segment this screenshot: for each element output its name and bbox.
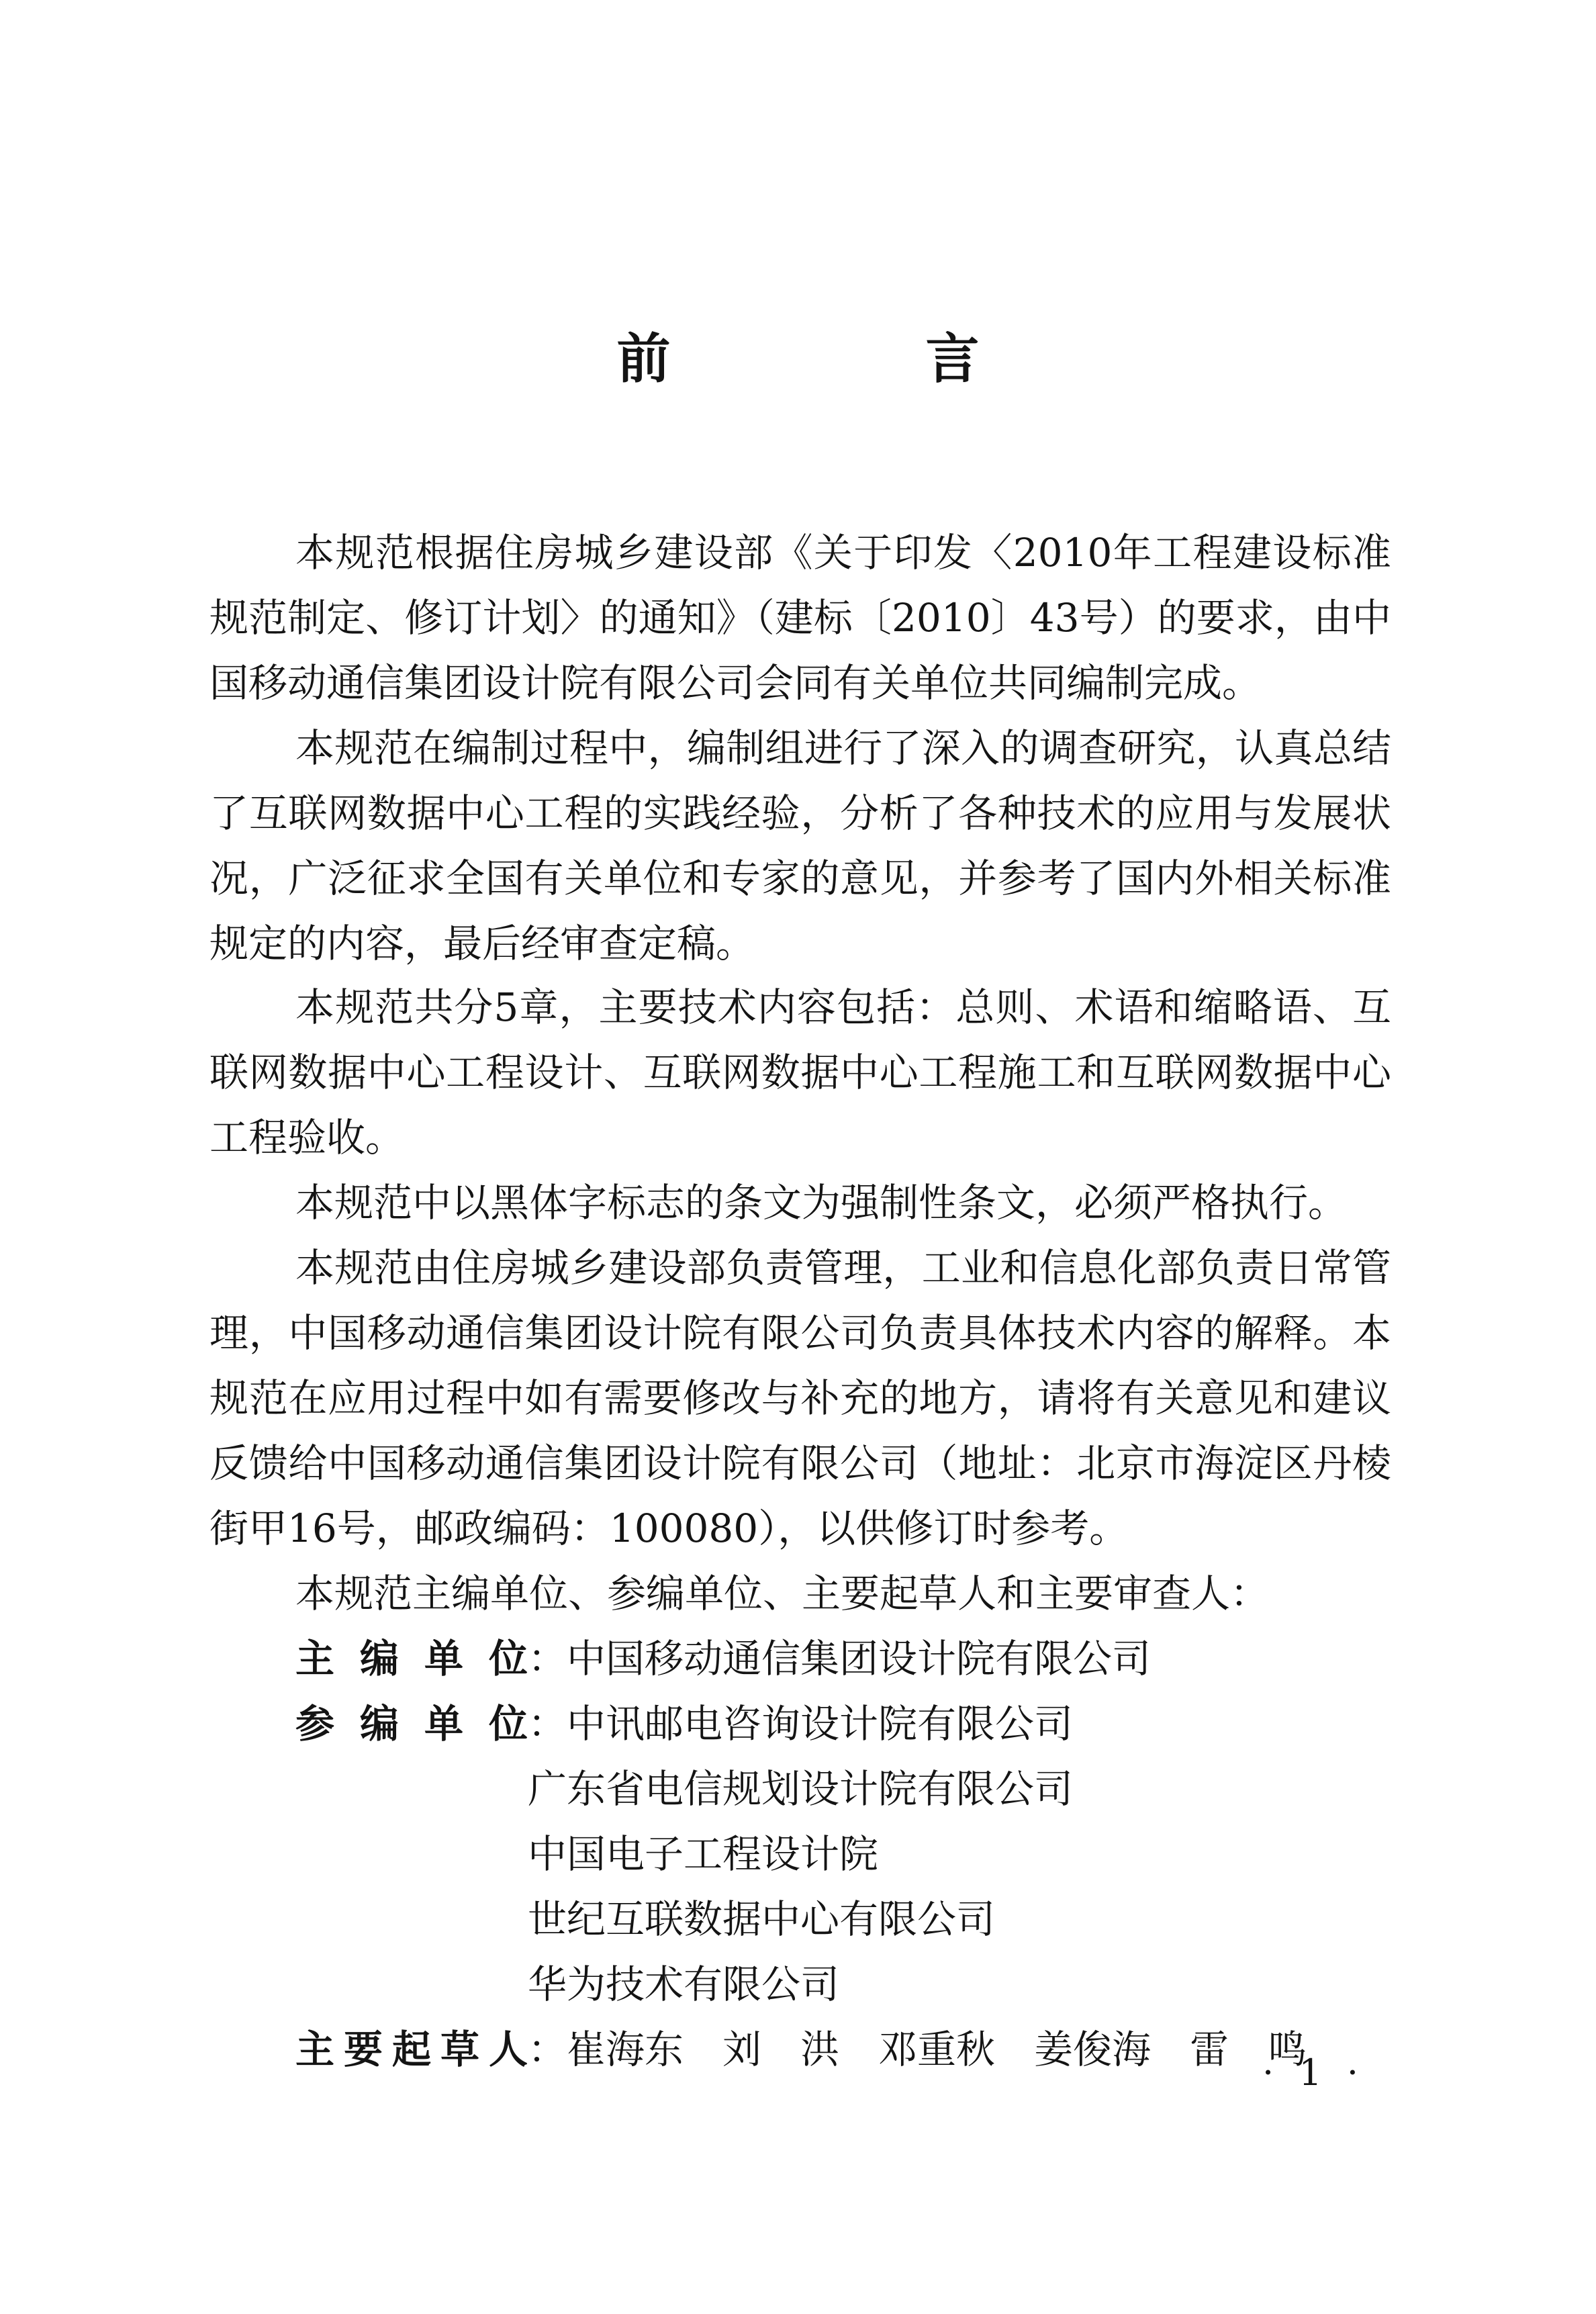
drafter-name: 崔海东: [567, 2027, 684, 2072]
chief-editor-label: 主编单位: [295, 1636, 528, 1681]
chief-editor-unit: 中国移动通信集团设计院有限公司: [567, 1636, 1152, 1681]
preface-paragraph-1: 本规范根据住房城乡建设部《关于印发〈2010年工程建设标准规范制定、修订计划〉的通知》（建标〔2010〕43号）的要求，由中国移动通信集团设计院有限公司会同有关单位共同编制完成。: [209, 530, 1391, 706]
preface-paragraph-3: 本规范共分5章，主要技术内容包括：总则、术语和缩略语、互联网数据中心工程设计、互联网数据中心工程施工和互联网数据中心工程验收。: [209, 984, 1391, 1160]
participant-unit: 世纪互联数据中心有限公司: [528, 1896, 996, 1942]
participant-unit: 中讯邮电咨询设计院有限公司: [567, 1701, 1074, 1747]
preface-paragraph-2: 本规范在编制过程中，编制组进行了深入的调查研究，认真总结了互联网数据中心工程的实践经验，分析了各种技术的应用与发展状况，广泛征求全国有关单位和专家的意见，并参考了国内外相关标准规定的内容，最后经审查定稿。: [209, 725, 1391, 966]
participant-unit: 华为技术有限公司: [528, 1961, 840, 2007]
drafters-label: 主要起草人: [295, 2027, 528, 2072]
drafter-name: 邓重秋: [878, 2027, 996, 2072]
preface-paragraph-4: 本规范中以黑体字标志的条文为强制性条文，必须严格执行。: [295, 1180, 1348, 1225]
preface-paragraph-6: 本规范主编单位、参编单位、主要起草人和主要审查人：: [295, 1571, 1270, 1616]
participants-separator: ：: [528, 1701, 567, 1747]
drafters-row: [295, 2017, 1346, 2082]
page-number: · 1 ·: [1262, 2051, 1366, 2094]
drafter-name: 雷 鸣: [1190, 2027, 1307, 2072]
drafter-name: 姜俊海: [1034, 2027, 1152, 2072]
participant-unit: 广东省电信规划设计院有限公司: [528, 1766, 1074, 1812]
chief-editor-separator: ：: [528, 1636, 567, 1681]
page-title: 前 言: [616, 328, 1080, 390]
chief-editor-row: [295, 1626, 1151, 1692]
drafters-separator: ：: [528, 2027, 567, 2072]
drafter-name: 刘 洪: [722, 2027, 840, 2072]
preface-paragraph-5: 本规范由住房城乡建设部负责管理，工业和信息化部负责日常管理，中国移动通信集团设计院有限公司负责具体技术内容的解释。本规范在应用过程中如有需要修改与补充的地方，请将有关意见和建议反馈给中国移动通信集团设计院有限公司（地址：北京市海淀区丹棱街甲16号，邮政编码：100080），以供修订时参考。: [209, 1245, 1391, 1551]
participants-row: [295, 1692, 1073, 1757]
participant-unit: 中国电子工程设计院: [528, 1831, 879, 1877]
participants-label: 参编单位: [295, 1701, 528, 1747]
